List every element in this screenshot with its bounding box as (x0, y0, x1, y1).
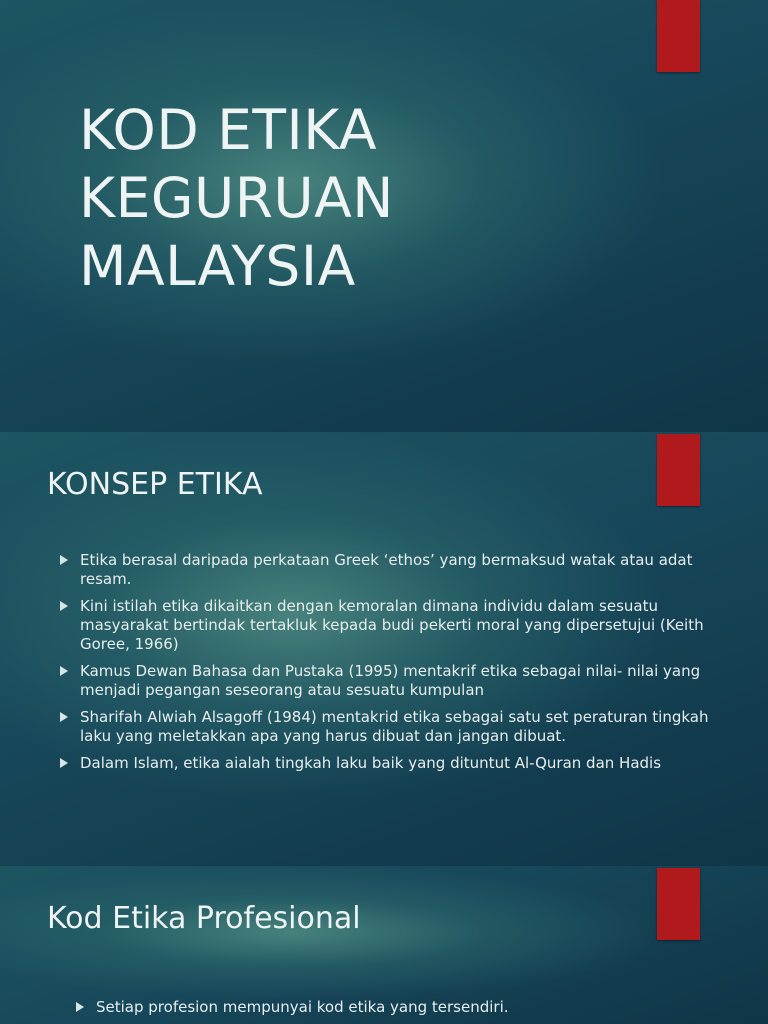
title-line: KEGURUAN (79, 166, 394, 230)
bullet-text: Sharifah Alwiah Alsagoff (1984) mentakrid etika sebagai satu set peraturan tingkah laku yang meletakkan apa yang harus dibuat dan jangan dibuat. (80, 708, 709, 745)
slide-heading: KONSEP ETIKA (47, 467, 263, 502)
triangle-bullet-icon (60, 555, 68, 565)
title-line: KOD ETIKA (79, 98, 377, 162)
bullet-text: Kini istilah etika dikaitkan dengan kemoralan dimana individu dalam sesuatu masyarakat bertindak tertakluk kepada budi pekerti moral yang dipersetujui (Keith Goree, 1966) (80, 597, 704, 653)
triangle-bullet-icon (76, 1002, 84, 1012)
title-slide (0, 0, 768, 432)
bullet-item (60, 551, 710, 589)
bullet-list (60, 551, 710, 781)
red-accent-bar (657, 868, 700, 940)
triangle-bullet-icon (60, 758, 68, 768)
bullet-text: Dalam Islam, etika aialah tingkah laku baik yang dituntut Al-Quran dan Hadis (80, 754, 662, 772)
bullet-text: Etika berasal daripada perkataan Greek ‘ethos’ yang bermaksud watak atau adat resam. (80, 551, 693, 588)
presentation-title (79, 96, 619, 300)
bullet-list (76, 998, 716, 1024)
bullet-text: Setiap profesion mempunyai kod etika yang tersendiri. (96, 998, 509, 1016)
red-accent-bar (657, 0, 700, 72)
title-line: MALAYSIA (79, 234, 356, 298)
triangle-bullet-icon (60, 712, 68, 722)
konsep-etika-slide (0, 432, 768, 866)
bullet-item (60, 754, 710, 773)
bullet-text: Kamus Dewan Bahasa dan Pustaka (1995) mentakrif etika sebagai nilai- nilai yang menjadi pegangan seseorang atau sesuatu kumpulan (80, 662, 701, 699)
bullet-item (60, 597, 710, 654)
slide-heading: Kod Etika Profesional (47, 901, 361, 936)
red-accent-bar (657, 434, 700, 506)
triangle-bullet-icon (60, 666, 68, 676)
kod-etika-profesional-slide (0, 866, 768, 1024)
bullet-item (60, 708, 710, 746)
triangle-bullet-icon (60, 601, 68, 611)
bullet-item (76, 998, 716, 1017)
bullet-item (60, 662, 710, 700)
